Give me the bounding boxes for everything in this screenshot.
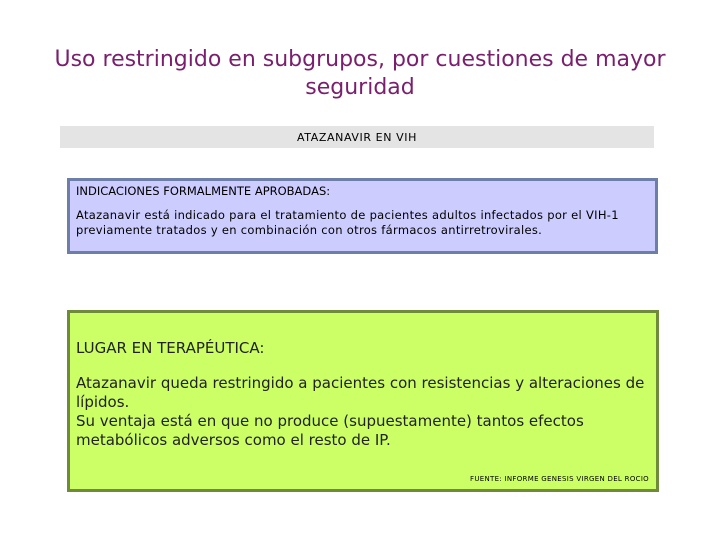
- source-note: FUENTE: INFORME GENESIS VIRGEN DEL ROCIO: [470, 475, 649, 483]
- section-band: [60, 126, 654, 148]
- therapeutic-place-text: Atazanavir queda restringido a pacientes con resistencias y alteraciones de lípidos. Su ventaja está en que no produce (supuestamente) tantos efectos metabólicos adversos como el resto de IP.: [76, 374, 645, 449]
- slide-title: Uso restringido en subgrupos, por cuestiones de mayor seguridad: [54, 47, 666, 100]
- indications-heading: INDICACIONES FORMALMENTE APROBADAS:: [76, 184, 331, 198]
- indications-body: Atazanavir está indicado para el tratamiento de pacientes adultos infectados por el VIH-1 previamente tratados y en combinación con otros fármacos antirretrovirales.: [76, 208, 619, 237]
- therapeutic-place-box: [67, 310, 659, 492]
- section-band-label: ATAZANAVIR EN VIH: [297, 130, 417, 144]
- therapeutic-place-heading: LUGAR EN TERAPÉUTICA:: [76, 339, 265, 357]
- indications-box: [67, 178, 658, 254]
